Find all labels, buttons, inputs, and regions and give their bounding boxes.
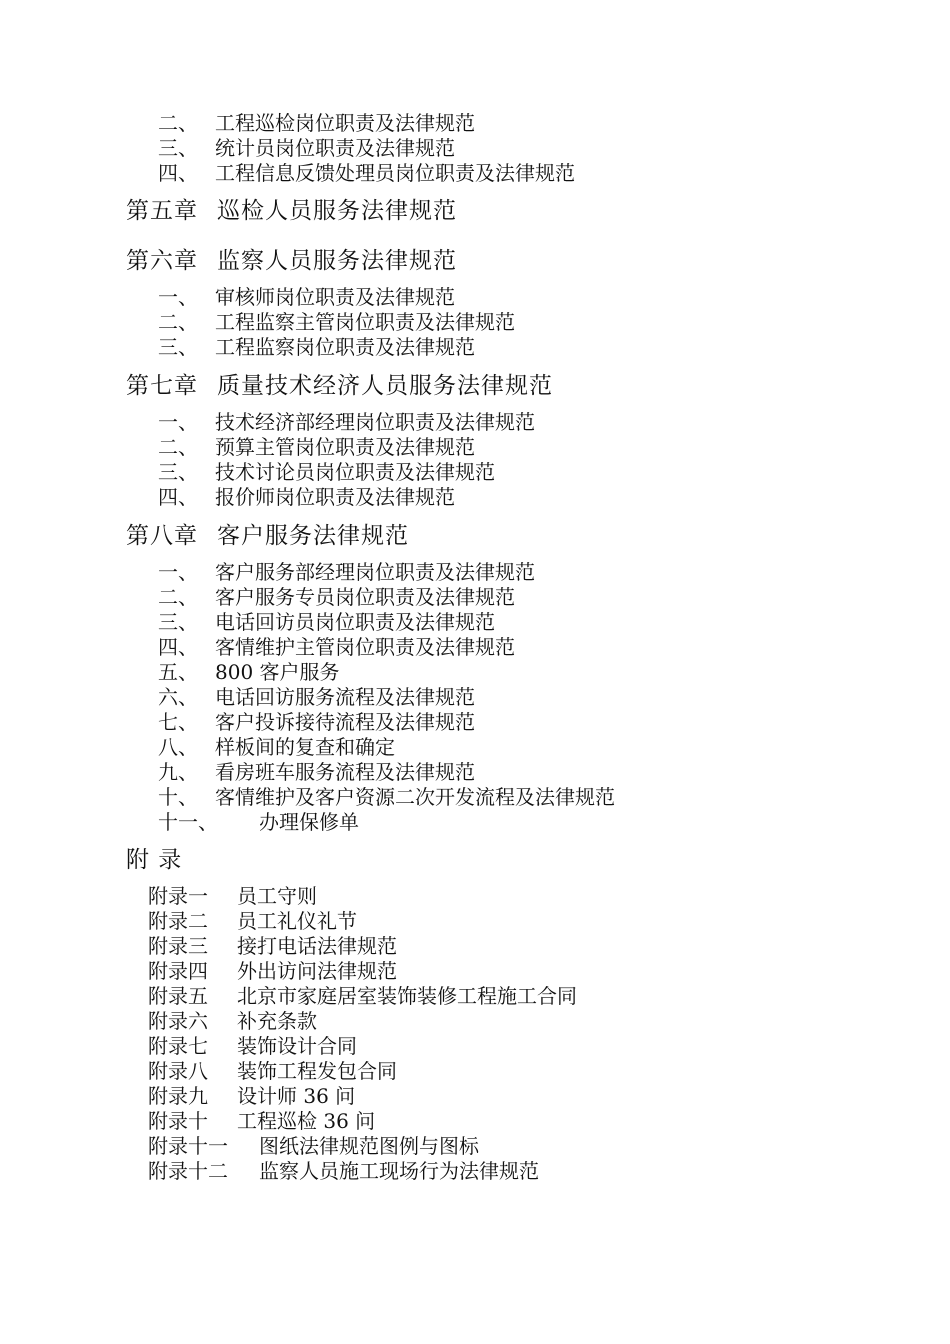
toc-item-title: 报价师岗位职责及法律规范 bbox=[215, 485, 455, 509]
toc-item-title: 客户服务部经理岗位职责及法律规范 bbox=[215, 560, 535, 584]
toc-item-title: 客情维护及客户资源二次开发流程及法律规范 bbox=[215, 785, 615, 809]
appendix-number: 附录五 bbox=[148, 984, 208, 1008]
appendix-number: 附录四 bbox=[148, 959, 208, 983]
toc-item bbox=[158, 485, 455, 510]
toc-item bbox=[158, 660, 340, 685]
toc-item-title: 预算主管岗位职责及法律规范 bbox=[215, 435, 475, 459]
appendix-item bbox=[148, 1084, 355, 1109]
toc-item bbox=[158, 285, 455, 310]
toc-item-title: 审核师岗位职责及法律规范 bbox=[215, 285, 455, 309]
appendix-item bbox=[148, 909, 357, 934]
appendix-item bbox=[148, 1159, 539, 1184]
toc-item bbox=[158, 710, 475, 735]
toc-item-title: 电话回访员岗位职责及法律规范 bbox=[215, 610, 495, 634]
toc-item bbox=[158, 161, 575, 186]
chapter-title: 客户服务法律规范 bbox=[217, 523, 409, 549]
appendix-item bbox=[148, 1134, 479, 1159]
toc-item-title: 客情维护主管岗位职责及法律规范 bbox=[215, 635, 515, 659]
toc-item-title: 统计员岗位职责及法律规范 bbox=[215, 136, 455, 160]
toc-item bbox=[158, 335, 475, 360]
appendix-title: 工程巡检 36 问 bbox=[237, 1109, 376, 1133]
toc-item bbox=[158, 810, 359, 835]
toc-item-title: 客户服务专员岗位职责及法律规范 bbox=[215, 585, 515, 609]
appendix-title: 监察人员施工现场行为法律规范 bbox=[259, 1159, 539, 1183]
chapter-number: 第八章 bbox=[126, 523, 198, 549]
chapter-heading bbox=[126, 197, 457, 225]
toc-item-number: 二、 bbox=[158, 435, 198, 459]
toc-item-title: 客户投诉接待流程及法律规范 bbox=[215, 710, 475, 734]
toc-item-title: 样板间的复查和确定 bbox=[215, 735, 395, 759]
toc-item-number: 六、 bbox=[158, 685, 198, 709]
toc-item-title: 工程信息反馈处理员岗位职责及法律规范 bbox=[215, 161, 575, 185]
toc-item-number: 二、 bbox=[158, 111, 198, 135]
appendix-item bbox=[148, 984, 577, 1009]
chapter-heading bbox=[126, 247, 457, 275]
toc-item bbox=[158, 310, 515, 335]
appendix-item bbox=[148, 1109, 375, 1134]
toc-item bbox=[158, 136, 455, 161]
appendix-title: 设计师 36 问 bbox=[237, 1084, 356, 1108]
toc-item bbox=[158, 111, 475, 136]
toc-item-number: 十、 bbox=[158, 785, 198, 809]
toc-item-number: 十一、 bbox=[158, 810, 218, 834]
chapter-title: 监察人员服务法律规范 bbox=[217, 248, 457, 274]
toc-item-number: 二、 bbox=[158, 585, 198, 609]
chapter-heading bbox=[126, 522, 409, 550]
appendix-item bbox=[148, 884, 317, 909]
toc-item-number: 三、 bbox=[158, 335, 198, 359]
toc-item-number: 四、 bbox=[158, 635, 198, 659]
toc-item-title: 800 客户服务 bbox=[215, 660, 340, 684]
chapter-heading bbox=[126, 372, 553, 400]
toc-item-title: 工程监察主管岗位职责及法律规范 bbox=[215, 310, 515, 334]
appendix-heading: 附 录 bbox=[126, 847, 183, 873]
toc-item-title: 工程监察岗位职责及法律规范 bbox=[215, 335, 475, 359]
appendix-title: 装饰设计合同 bbox=[237, 1034, 357, 1058]
toc-item-number: 三、 bbox=[158, 460, 198, 484]
toc-item bbox=[158, 585, 515, 610]
appendix-number: 附录十二 bbox=[148, 1159, 228, 1183]
toc-item-number: 七、 bbox=[158, 710, 198, 734]
chapter-number: 第七章 bbox=[126, 373, 198, 399]
toc-item-number: 四、 bbox=[158, 161, 198, 185]
toc-item-number: 三、 bbox=[158, 610, 198, 634]
appendix-number: 附录十一 bbox=[148, 1134, 228, 1158]
toc-item-title: 电话回访服务流程及法律规范 bbox=[215, 685, 475, 709]
toc-item bbox=[158, 635, 515, 660]
toc-item-number: 一、 bbox=[158, 285, 198, 309]
chapter-number: 第六章 bbox=[126, 248, 198, 274]
appendix-number: 附录一 bbox=[148, 884, 208, 908]
chapter-title: 巡检人员服务法律规范 bbox=[217, 198, 457, 224]
chapter-title: 质量技术经济人员服务法律规范 bbox=[217, 373, 553, 399]
appendix-number: 附录二 bbox=[148, 909, 208, 933]
appendix-title: 装饰工程发包合同 bbox=[237, 1059, 397, 1083]
toc-item-title: 看房班车服务流程及法律规范 bbox=[215, 760, 475, 784]
toc-item bbox=[158, 410, 535, 435]
appendix-number: 附录六 bbox=[148, 1009, 208, 1033]
appendix-title: 图纸法律规范图例与图标 bbox=[259, 1134, 479, 1158]
appendix-item bbox=[148, 1034, 357, 1059]
toc-item-number: 九、 bbox=[158, 760, 198, 784]
toc-item bbox=[158, 460, 495, 485]
toc-item-title: 工程巡检岗位职责及法律规范 bbox=[215, 111, 475, 135]
toc-item-number: 五、 bbox=[158, 660, 198, 684]
toc-item-number: 二、 bbox=[158, 310, 198, 334]
appendix-title: 员工守则 bbox=[237, 884, 317, 908]
appendix-title: 外出访问法律规范 bbox=[237, 959, 397, 983]
toc-item-number: 八、 bbox=[158, 735, 198, 759]
appendix-item bbox=[148, 959, 397, 984]
appendix-title: 接打电话法律规范 bbox=[237, 934, 397, 958]
appendix-number: 附录十 bbox=[148, 1109, 208, 1133]
toc-item bbox=[158, 610, 495, 635]
appendix-number: 附录七 bbox=[148, 1034, 208, 1058]
toc-item bbox=[158, 435, 475, 460]
appendix-number: 附录八 bbox=[148, 1059, 208, 1083]
appendix-title: 员工礼仪礼节 bbox=[237, 909, 357, 933]
toc-item-title: 办理保修单 bbox=[259, 810, 359, 834]
appendix-number: 附录九 bbox=[148, 1084, 208, 1108]
toc-item bbox=[158, 760, 475, 785]
appendix-number: 附录三 bbox=[148, 934, 208, 958]
appendix-item bbox=[148, 1009, 317, 1034]
toc-item-number: 一、 bbox=[158, 560, 198, 584]
toc-item bbox=[158, 785, 615, 810]
toc-item-number: 一、 bbox=[158, 410, 198, 434]
appendix-item bbox=[148, 934, 397, 959]
toc-item bbox=[158, 735, 395, 760]
toc-item-title: 技术讨论员岗位职责及法律规范 bbox=[215, 460, 495, 484]
toc-item bbox=[158, 685, 475, 710]
toc-item-number: 四、 bbox=[158, 485, 198, 509]
appendix-title: 补充条款 bbox=[237, 1009, 317, 1033]
toc-item bbox=[158, 560, 535, 585]
appendix-item bbox=[148, 1059, 397, 1084]
toc-item-title: 技术经济部经理岗位职责及法律规范 bbox=[215, 410, 535, 434]
toc-item-number: 三、 bbox=[158, 136, 198, 160]
chapter-number: 第五章 bbox=[126, 198, 198, 224]
appendix-title: 北京市家庭居室装饰装修工程施工合同 bbox=[237, 984, 577, 1008]
